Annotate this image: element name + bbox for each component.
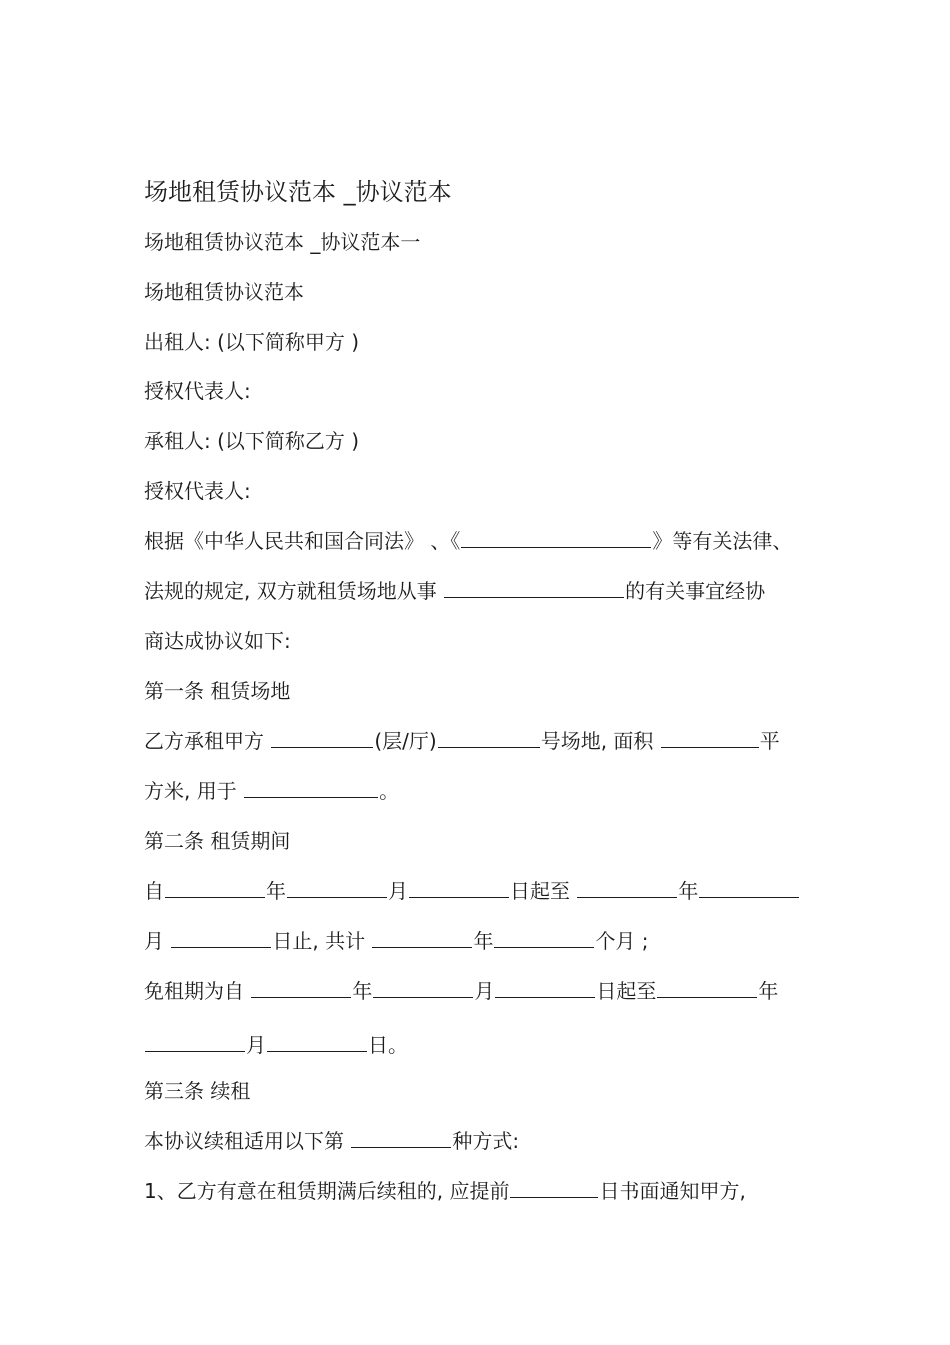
total-years-blank[interactable] <box>372 927 472 948</box>
business-blank[interactable] <box>444 577 624 598</box>
floor-blank[interactable] <box>271 727 373 748</box>
start-to-label: 日起至 <box>596 979 657 1003</box>
end-year-blank[interactable] <box>577 877 677 898</box>
lessor-rep-line: 授权代表人: <box>144 379 251 403</box>
preamble-text-a: 根据《中华人民共和国合同法》 、《 <box>144 529 461 553</box>
law-name-blank[interactable] <box>461 527 651 548</box>
renewal-text-b: 种方式: <box>452 1129 520 1153</box>
article-1-heading: 第一条 租赁场地 <box>144 679 291 703</box>
end-month-blank[interactable] <box>699 877 799 898</box>
end-total-label: 日止, 共计 <box>272 929 366 953</box>
month-label: 月 <box>246 1033 266 1057</box>
year-label: 年 <box>758 979 779 1003</box>
site-number-blank[interactable] <box>438 727 540 748</box>
lessee-rep-line: 授权代表人: <box>144 479 251 503</box>
section-heading: 场地租赁协议范本 <box>144 280 304 304</box>
year-label: 年 <box>473 929 494 953</box>
article-1-text-a: 乙方承租甲方 <box>144 729 264 753</box>
article-2-line-2 <box>144 927 649 955</box>
day-end-label: 日。 <box>368 1033 408 1057</box>
lessee-line: 承租人: (以下简称乙方 ) <box>144 429 360 453</box>
renewal-text-a: 本协议续租适用以下第 <box>144 1129 344 1153</box>
article-2-line-4 <box>144 1031 408 1059</box>
article-1-text-e: 方米, 用于 <box>144 779 237 803</box>
document-title: 场地租赁协议范本 _协议范本 <box>144 178 452 206</box>
article-2-heading: 第二条 租赁期间 <box>144 829 291 853</box>
month-label: 月 <box>144 929 164 953</box>
article-1-text-d: 平 <box>759 729 780 753</box>
article-2-line-1 <box>144 877 800 905</box>
preamble-text-d: 的有关事宜经协 <box>625 579 766 603</box>
article-1-text-c: 号场地, 面积 <box>540 729 654 753</box>
article-1-text-f: 。 <box>379 779 400 803</box>
subtitle: 场地租赁协议范本 _协议范本一 <box>144 230 421 254</box>
year-label: 年 <box>678 879 699 903</box>
article-1-line-1 <box>144 727 780 755</box>
preamble-line-2 <box>144 577 765 605</box>
lessor-line: 出租人: (以下简称甲方 ) <box>144 330 360 354</box>
preamble-line-3: 商达成协议如下: <box>144 629 291 653</box>
months-label: 个月 ; <box>595 929 649 953</box>
free-start-month-blank[interactable] <box>373 977 473 998</box>
renewal-option-blank[interactable] <box>351 1127 451 1148</box>
start-day-blank[interactable] <box>409 877 509 898</box>
article-1-line-2 <box>144 777 399 805</box>
article-2-line-3 <box>144 977 778 1005</box>
free-start-day-blank[interactable] <box>495 977 595 998</box>
item-1-text-a: 1、乙方有意在租赁期满后续租的, 应提前 <box>144 1179 510 1203</box>
article-1-text-b: (层/厅) <box>374 729 437 753</box>
total-months-blank[interactable] <box>494 927 594 948</box>
start-month-blank[interactable] <box>287 877 387 898</box>
preamble-text-c: 法规的规定, 双方就租赁场地从事 <box>144 579 437 603</box>
from-label: 自 <box>144 879 164 903</box>
preamble-text-b: 》等有关法律、 <box>652 529 793 553</box>
free-start-year-blank[interactable] <box>251 977 351 998</box>
rent-free-label: 免租期为自 <box>144 979 244 1003</box>
free-end-year-blank[interactable] <box>657 977 757 998</box>
article-3-line-1 <box>144 1127 519 1155</box>
end-day-blank[interactable] <box>171 927 271 948</box>
month-label: 月 <box>388 879 408 903</box>
notice-days-blank[interactable] <box>510 1177 598 1198</box>
year-label: 年 <box>352 979 373 1003</box>
article-3-heading: 第三条 续租 <box>144 1079 251 1103</box>
article-3-item-1 <box>144 1177 746 1205</box>
start-to-label: 日起至 <box>510 879 570 903</box>
preamble-line-1 <box>144 527 792 555</box>
item-1-text-b: 日书面通知甲方, <box>599 1179 746 1203</box>
start-year-blank[interactable] <box>165 877 265 898</box>
usage-blank[interactable] <box>244 777 378 798</box>
month-label: 月 <box>474 979 495 1003</box>
area-blank[interactable] <box>661 727 759 748</box>
free-end-day-blank[interactable] <box>267 1031 367 1052</box>
year-label: 年 <box>266 879 286 903</box>
free-end-month-blank[interactable] <box>145 1031 245 1052</box>
